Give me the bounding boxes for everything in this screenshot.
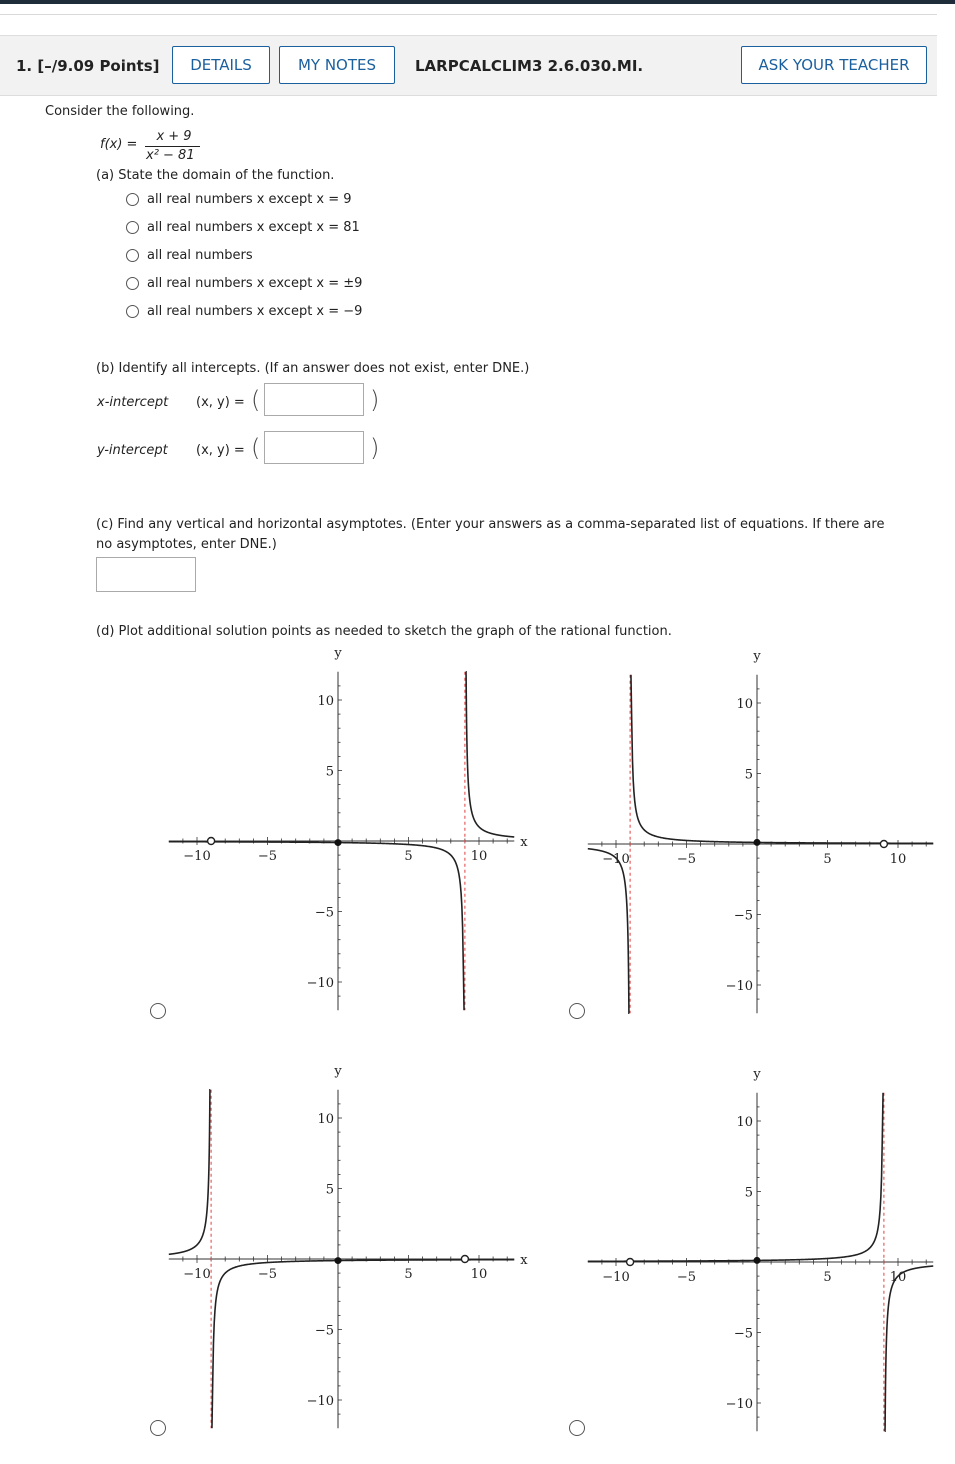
x-tick-label: 10 [889,1270,907,1285]
top-divider [0,14,937,15]
y-tick-label: 10 [736,697,753,712]
curve-branch [212,1260,514,1429]
y-intercept-point [754,1257,761,1264]
x-tick-label: 5 [823,1270,832,1285]
details-button[interactable]: DETAILS [172,46,270,84]
asymptotes-input[interactable] [96,557,196,592]
y-tick-label: −10 [725,979,753,994]
curve-branch [631,675,933,844]
part-a-prompt: (a) State the domain of the function. [96,168,335,183]
hole-point [461,1256,468,1263]
domain-radio-4[interactable] [126,277,139,290]
intro-text: Consider the following. [45,104,195,119]
question-header [0,35,937,96]
x-axis-label: x [520,1253,528,1268]
y-axis-label: y [334,645,342,661]
y-tick-label: −5 [733,1326,753,1342]
part-c-prompt-line1: (c) Find any vertical and horizontal asymptotes. (Enter your answers as a comma-separated list of equations. If there are [96,517,885,532]
y-tick-label: −10 [725,1397,753,1412]
curve-branch [169,1090,210,1255]
y-tick-label: −10 [306,1394,334,1409]
function-denominator: x² − 81 [146,148,195,163]
x-tick-label: −10 [183,1267,211,1282]
domain-radio-3[interactable] [126,249,139,262]
y-tick-label: 10 [736,1115,753,1130]
graph-radio-3[interactable] [150,1420,166,1436]
y-axis-label: y [753,648,761,664]
graph-radio-1[interactable] [150,1003,166,1019]
left-paren: ( [251,434,261,462]
x-tick-label: 5 [823,852,832,867]
left-paren: ( [251,386,261,414]
hole-point [208,838,215,845]
x-tick-label: −10 [602,852,630,867]
y-tick-label: 10 [317,694,334,709]
graph-option-4 [480,1058,955,1448]
function-numerator: x + 9 [156,129,192,144]
domain-option-label: all real numbers x except x = 81 [147,220,360,235]
x-intercept-label: x-intercept [97,395,169,410]
y-tick-label: 5 [325,764,334,780]
problem-code: LARPCALCLIM3 2.6.030.MI. [415,57,644,75]
curve-branch [588,1093,883,1262]
part-c-prompt-line2: no asymptotes, enter DNE.) [96,537,277,552]
curve-branch [588,849,629,1014]
x-axis-label: x [520,835,528,850]
fraction-bar [145,146,200,147]
question-number: 1. [–/9.09 Points] [16,57,160,75]
graph-radio-4[interactable] [569,1420,585,1436]
x-tick-label: −5 [257,849,278,864]
y-tick-label: 5 [744,767,753,783]
domain-option-label: all real numbers x except x = ±9 [147,276,363,291]
y-intercept-input[interactable] [264,431,364,464]
x-tick-label: −5 [676,852,697,867]
y-intercept-label: y-intercept [97,443,168,458]
x-tick-label: 10 [470,849,488,864]
y-axis-label: y [753,1066,761,1082]
x-intercept-xy: (x, y) = [196,395,245,410]
x-tick-label: 5 [404,849,413,864]
hole-point [627,1259,634,1266]
part-d-prompt: (d) Plot additional solution points as needed to sketch the graph of the rational function. [96,624,672,639]
x-tick-label: −5 [257,1267,278,1282]
domain-option-label: all real numbers x except x = 9 [147,192,352,207]
top-bar [0,0,955,4]
graph-option-3 [0,1058,528,1448]
domain-radio-2[interactable] [126,221,139,234]
domain-radio-1[interactable] [126,193,139,206]
x-tick-label: −10 [183,849,211,864]
curve-branch [885,1266,934,1431]
y-intercept-point [335,1257,342,1264]
domain-option-label: all real numbers [147,248,253,263]
right-paren: ) [370,434,380,462]
y-intercept-point [335,839,342,846]
function-lhs: f(x) = [100,137,138,152]
x-tick-label: −10 [602,1270,630,1285]
right-paren: ) [370,386,380,414]
y-tick-label: 5 [744,1185,753,1201]
x-tick-label: −5 [676,1270,697,1285]
y-tick-label: −10 [306,976,334,991]
domain-option-label: all real numbers x except x = −9 [147,304,363,319]
y-tick-label: −5 [314,1323,334,1339]
y-tick-label: −5 [314,905,334,921]
x-intercept-input[interactable] [264,383,364,416]
graph-option-2 [480,640,955,1030]
y-tick-label: 5 [325,1182,334,1198]
y-tick-label: 10 [317,1112,334,1127]
domain-radio-5[interactable] [126,305,139,318]
y-intercept-point [754,839,761,846]
y-intercept-xy: (x, y) = [196,443,245,458]
x-tick-label: 10 [889,852,907,867]
y-tick-label: −5 [733,908,753,924]
y-axis-label: y [334,1063,342,1079]
x-tick-label: 5 [404,1267,413,1282]
x-tick-label: 10 [470,1267,488,1282]
hole-point [880,841,887,848]
graph-option-1 [0,640,528,1030]
ask-teacher-button[interactable]: ASK YOUR TEACHER [741,46,927,84]
part-b-prompt: (b) Identify all intercepts. (If an answer does not exist, enter DNE.) [96,361,530,376]
my-notes-button[interactable]: MY NOTES [279,46,395,84]
graph-radio-2[interactable] [569,1003,585,1019]
